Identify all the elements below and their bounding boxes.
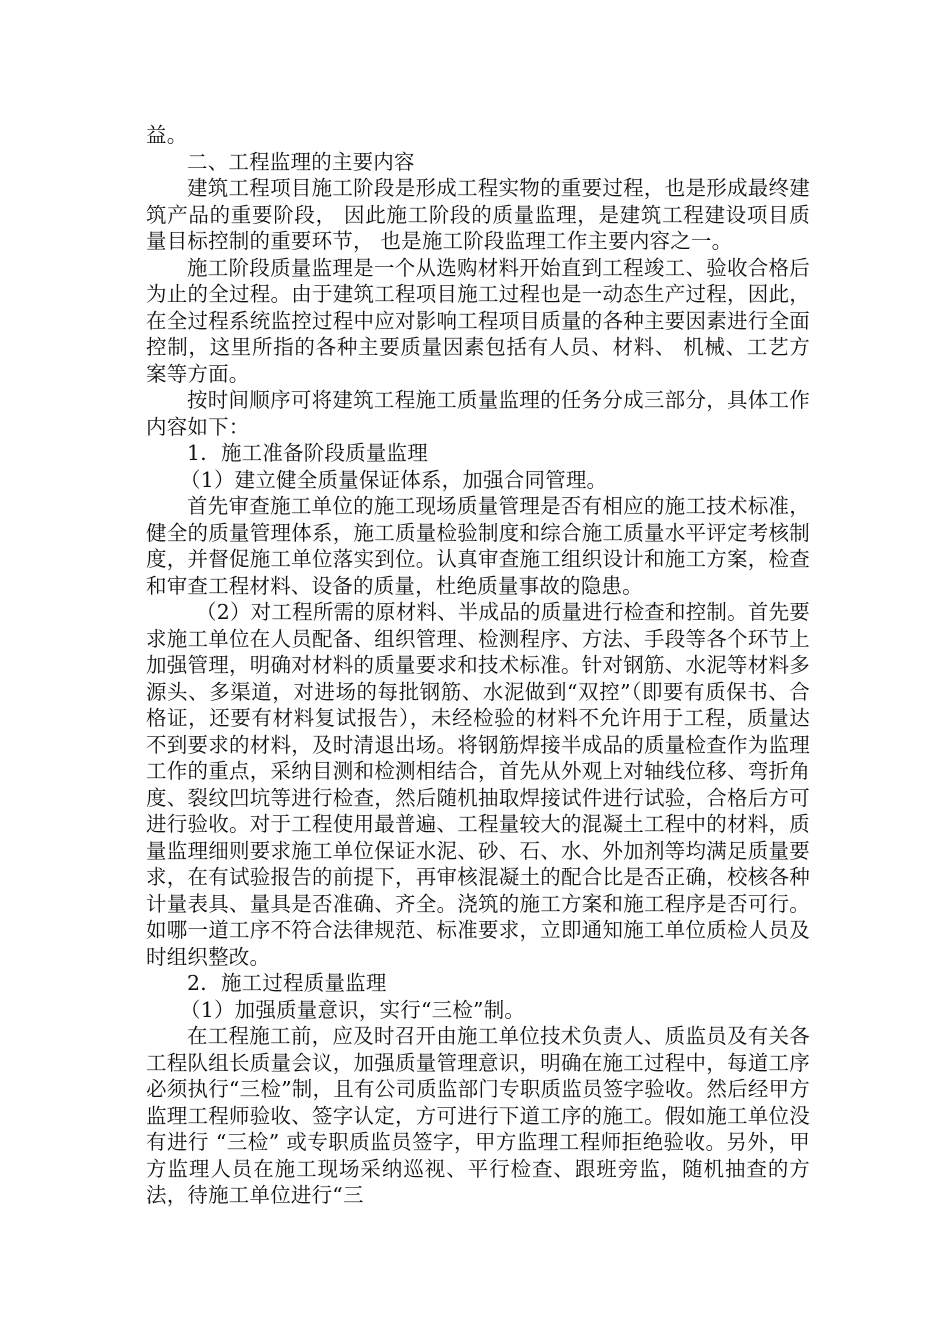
paragraph-quality-supervision: 施工阶段质量监理是一个从选购材料开始直到工程竣工、验收合格后为止的全过程。由于建筑工程项目施工过程也是一动态生产过程，因此，在全过程系统监控过程中应对影响工程项目质量的各种主要因素进行全面控制，这里所指的各种主要质量因素包括有人员、材料、 机械、工艺方案等方面。 xyxy=(146,255,810,386)
subheading-preparation-stage: 1．施工准备阶段质量监理 xyxy=(187,441,428,465)
paragraph-review-management: 首先审查施工单位的施工现场质量管理是否有相应的施工技术标准，健全的质量管理体系，施工质量检验制度和综合施工质量水平评定考核制度，并督促施工单位落实到位。认真审查施工组织设计和施工方案，检查和审查工程材料、设备的质量，杜绝质量事故的隐患。 xyxy=(146,494,810,598)
item-heading-1: （1）建立健全质量保证体系，加强合同管理。 xyxy=(180,467,608,492)
section-heading-main-content: 二、工程监理的主要内容 xyxy=(187,149,415,174)
paragraph-time-order: 按时间顺序可将建筑工程施工质量监理的任务分成三部分，具体工作内容如下： xyxy=(146,388,810,439)
item-heading-three-checks: （1）加强质量意识，实行“三检”制。 xyxy=(180,997,526,1022)
paragraph-construction-stage: 建筑工程项目施工阶段是形成工程实物的重要过程，也是形成最终建筑产品的重要阶段， 因此施工阶段的质量监理，是建筑工程建设项目质量目标控制的重要环节， 也是施工阶段监理工作主要内容之一。 xyxy=(146,176,810,253)
document-page xyxy=(146,122,810,1209)
paragraph-materials-control: （2）对工程所需的原材料、半成品的质量进行检查和控制。首先要求施工单位在人员配备、组织管理、检测程序、方法、手段等各个环节上加强管理，明确对材料的质量要求和技术标准。针对钢筋、水泥等材料多源头、多渠道，对进场的每批钢筋、水泥做到“双控”（即要有质保书、合格证，还要有材料复试报告），未经检验的材料不允许用于工程，质量达不到要求的材料，及时清退出场。将钢筋焊接半成品的质量检查作为监理工作的重点，采纳目测和检测相结合，首先从外观上对轴线位移、弯折角度、裂纹凹坑等进行检查，然后随机抽取焊接试件进行试验，合格后方可进行验收。对于工程使用最普遍、工程量较大的混凝土工程中的材料，质量监理细则要求施工单位保证水泥、砂、石、水、外加剂等均满足质量要求，在有试验报告的前提下，再审核混凝土的配合比是否正确，校核各种计量表具、量具是否准确、齐全。浇筑的施工方案和施工程序是否可行。如哪一道工序不符合法律规范、标准要求，立即通知施工单位质检人员及时组织整改。 xyxy=(146,600,810,969)
paragraph-continuation: 益。 xyxy=(146,123,188,147)
subheading-process-stage: 2．施工过程质量监理 xyxy=(187,971,387,995)
paragraph-three-checks: 在工程施工前，应及时召开由施工单位技术负责人、质监员及有关各工程队组长质量会议，加强质量管理意识，明确在施工过程中，每道工序必须执行“三检”制，且有公司质监部门专职质监员签字验收。然后经甲方监理工程师验收、签字认定，方可进行下道工序的施工。假如施工单位没有进行 “三检” 或专职质监员签字，甲方监理工程师拒绝验收。另外，甲方监理人员在施工现场采纳巡视、平行检查、跟班旁监，随机抽查的方法，待施工单位进行“三 xyxy=(146,1024,810,1207)
